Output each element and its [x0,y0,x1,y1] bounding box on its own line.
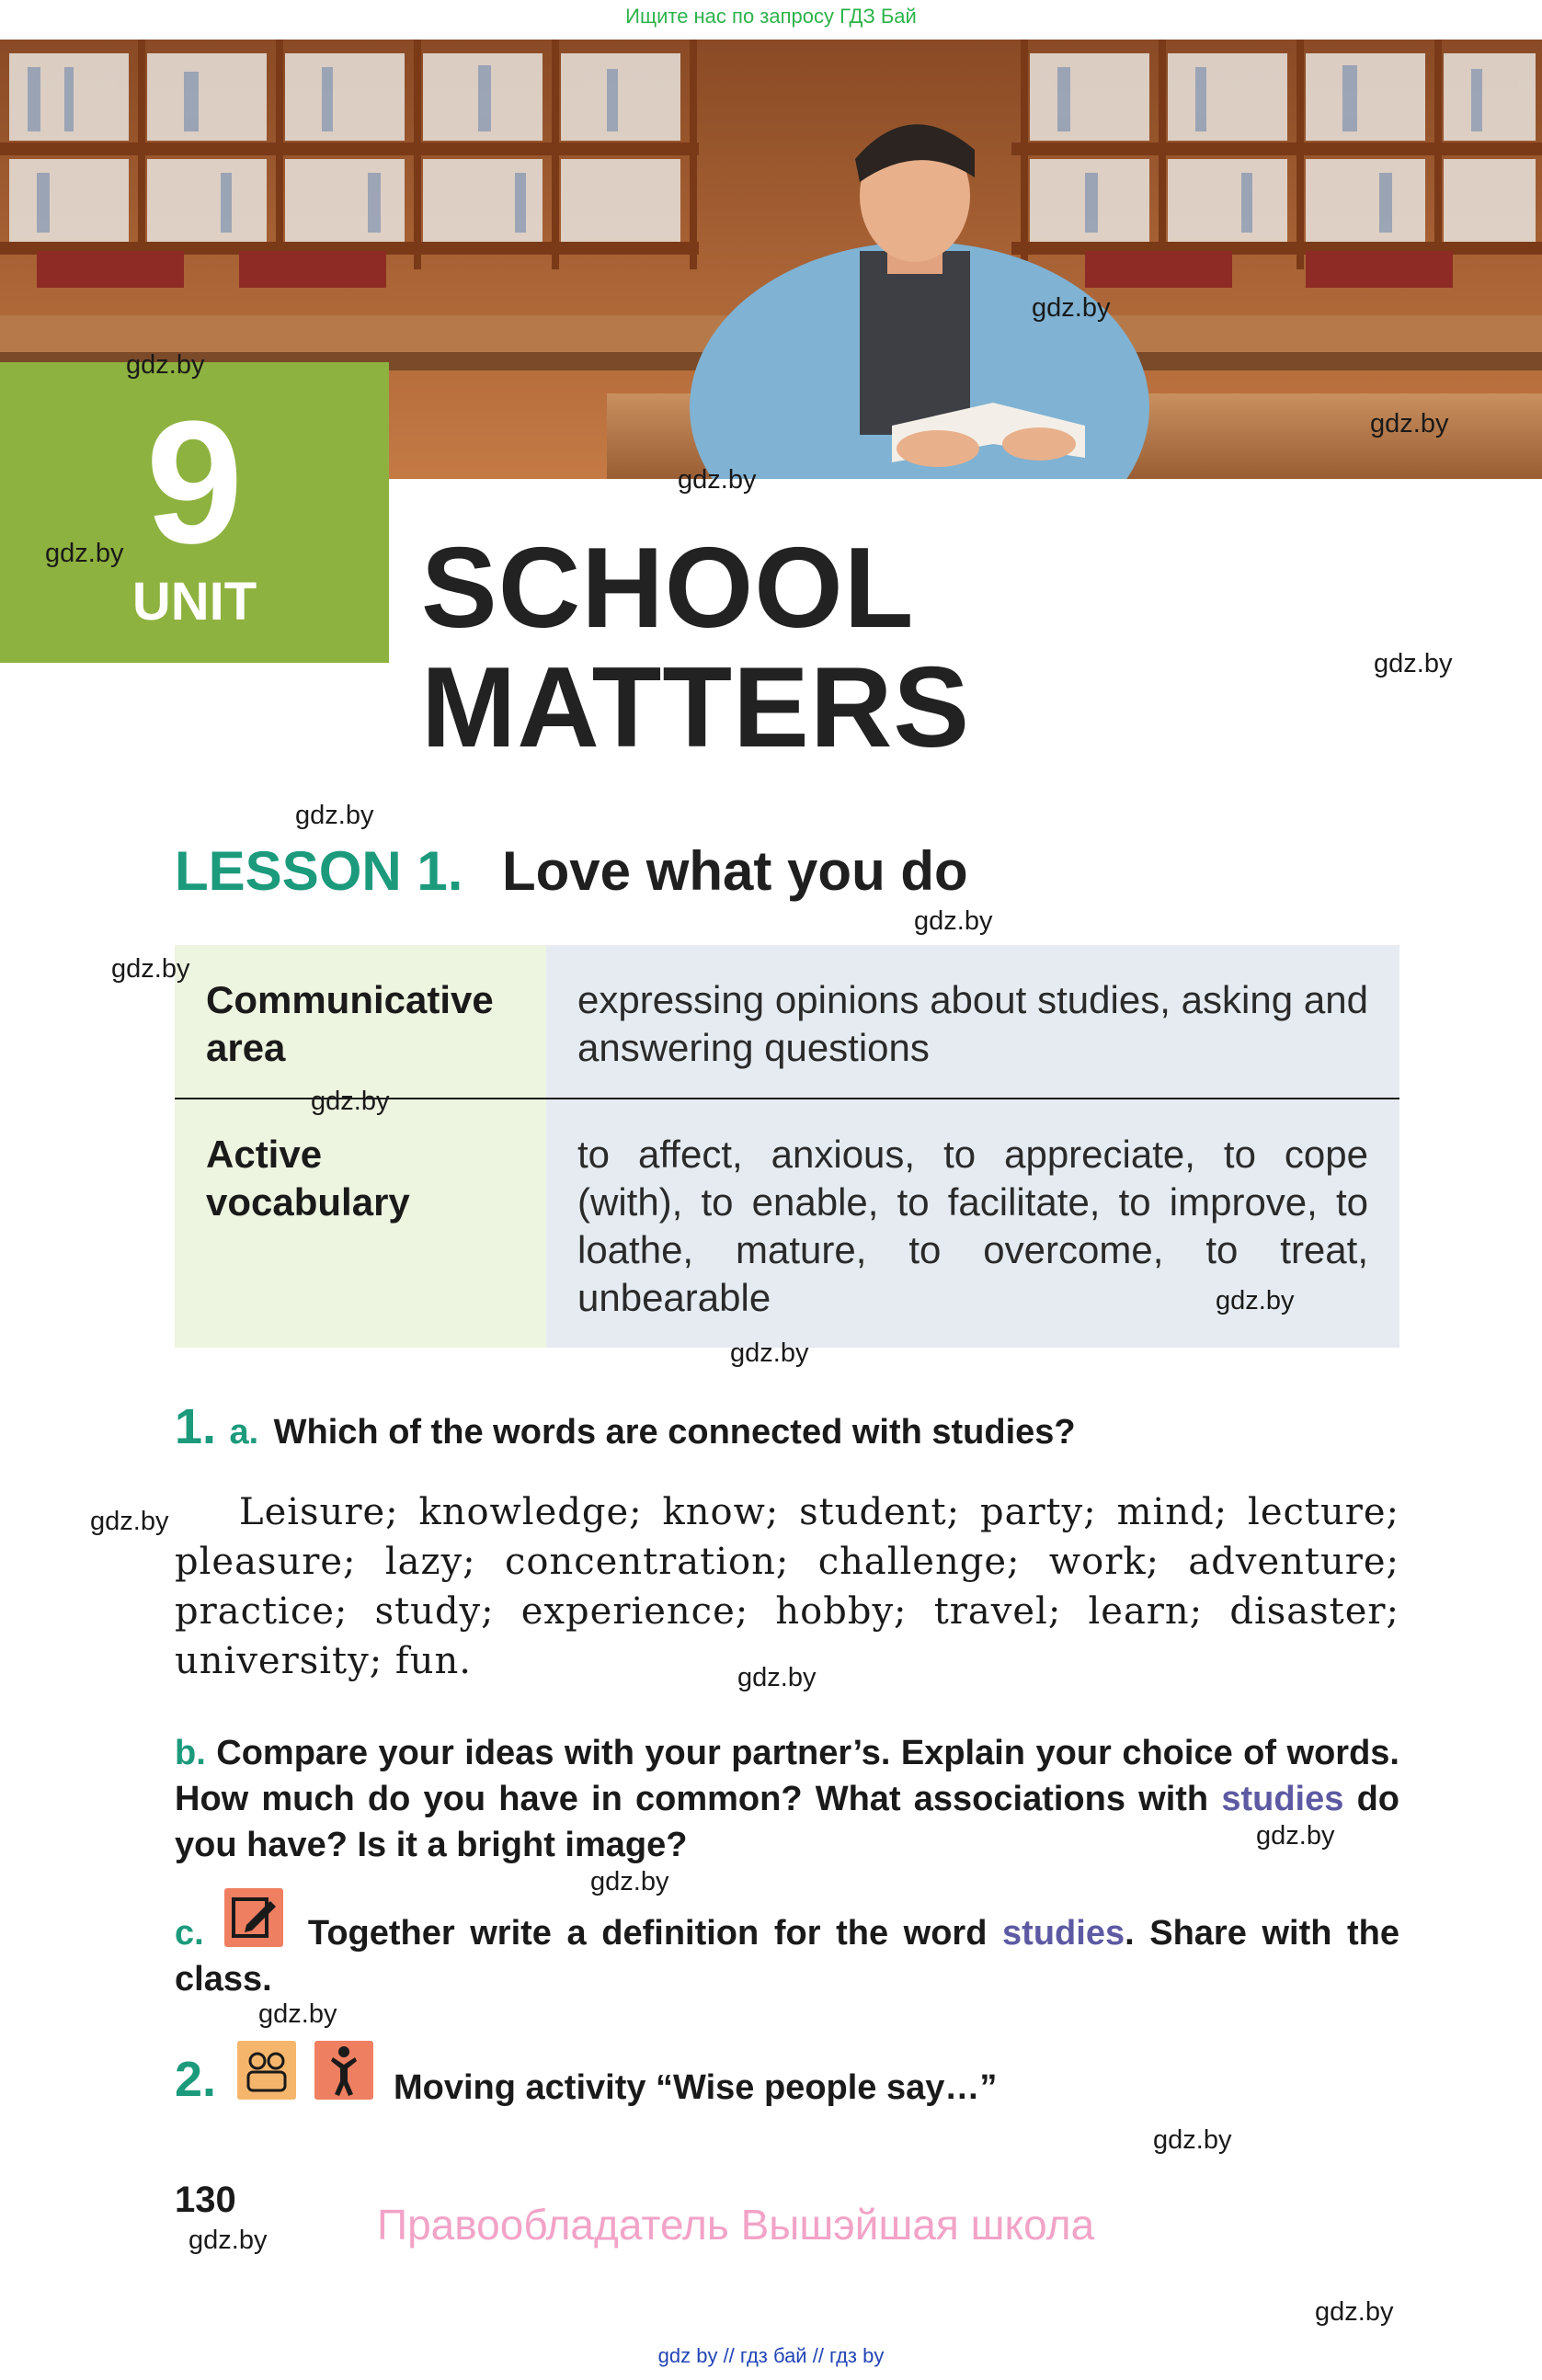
watermark: gdz.by [914,906,993,936]
watermark: gdz.by [311,1087,390,1116]
task-letter: b. [175,1734,206,1772]
unit-title-line1: SCHOOL [421,525,915,652]
watermark: gdz.by [188,2226,268,2255]
copyright-notice: Правообладатель Вышэйшая школа [377,2201,1095,2249]
watermark: gdz.by [1374,649,1453,678]
watermark: gdz.by [1216,1286,1295,1315]
watermark: gdz.by [737,1663,817,1692]
watermark: gdz.by [111,954,190,984]
active-vocabulary-text: to affect, anxious, to appreciate, to cope (with), to enable, to facilitate, to improve, to loathe, mature, to overcome, to treat, unbearable [577,1133,1368,1319]
unit-number: 9 [145,385,244,580]
active-vocabulary-label: Active vocabulary [206,1133,410,1224]
task-1c-text-end: . Share with the class. [175,1914,1400,1999]
task-1c [175,1910,1399,2002]
watermark: gdz.by [1256,1821,1335,1850]
watermark: gdz.by [1032,293,1111,323]
watermark: gdz.by [1370,409,1449,438]
watermark: gdz.by [258,1999,337,2029]
top-banner: Ищите нас по запросу ГДЗ Бай [625,5,917,28]
word-list: Leisure; knowledge; know; student; party; mind; lecture; pleasure; lazy; concentration; challenge; work; adventure; practice; study; experience; hobby; travel; learn; disaster; university; fun. [175,1491,1399,1682]
task-2-instruction: Moving activity “Wise people say…” [394,2068,998,2107]
communicative-area-label: Communicative area [206,978,494,1069]
task-number: 1. [175,1399,217,1454]
watermark: gdz.by [295,801,374,830]
communicative-area-text: expressing opinions about studies, asking and answering questions [577,978,1368,1069]
watermark: gdz.by [678,465,757,495]
task-1a [175,1399,1407,1455]
footer-links: gdz by // гдз бай // гдз by [657,2344,885,2367]
task-1b [175,1730,1399,1868]
group-work-icon [237,2041,296,2100]
task-1a-instruction: Which of the words are connected with studies? [273,1413,1076,1452]
highlight-word: studies [1221,1780,1344,1818]
task-1b-text: Compare your ideas with your partner’s. Explain your choice of words. How much do you have in common? What associations with [175,1734,1399,1818]
task-1b-text-end: do you have? Is it a bright image? [175,1780,1399,1864]
lesson-title: Love what you do [502,840,968,902]
watermark: gdz.by [590,1867,669,1896]
watermark: gdz.by [126,350,205,380]
task-number: 2. [175,2052,217,2107]
watermark: gdz.by [90,1507,169,1536]
unit-title-line2: MATTERS [421,644,971,771]
watermark: gdz.by [730,1338,809,1368]
task-letter: a. [229,1413,259,1452]
watermark: gdz.by [1153,2125,1232,2155]
watermark: gdz.by [45,539,124,568]
highlight-word: studies [1002,1914,1125,1953]
moving-person-icon [314,2041,373,2100]
unit-label: UNIT [131,572,257,632]
lesson-number: LESSON 1. [175,840,463,902]
task-letter: c. [175,1914,204,1953]
watermark: gdz.by [1315,2297,1394,2327]
task-1c-text: Together write a definition for the word [307,1914,988,1953]
page-number: 130 [175,2180,236,2220]
